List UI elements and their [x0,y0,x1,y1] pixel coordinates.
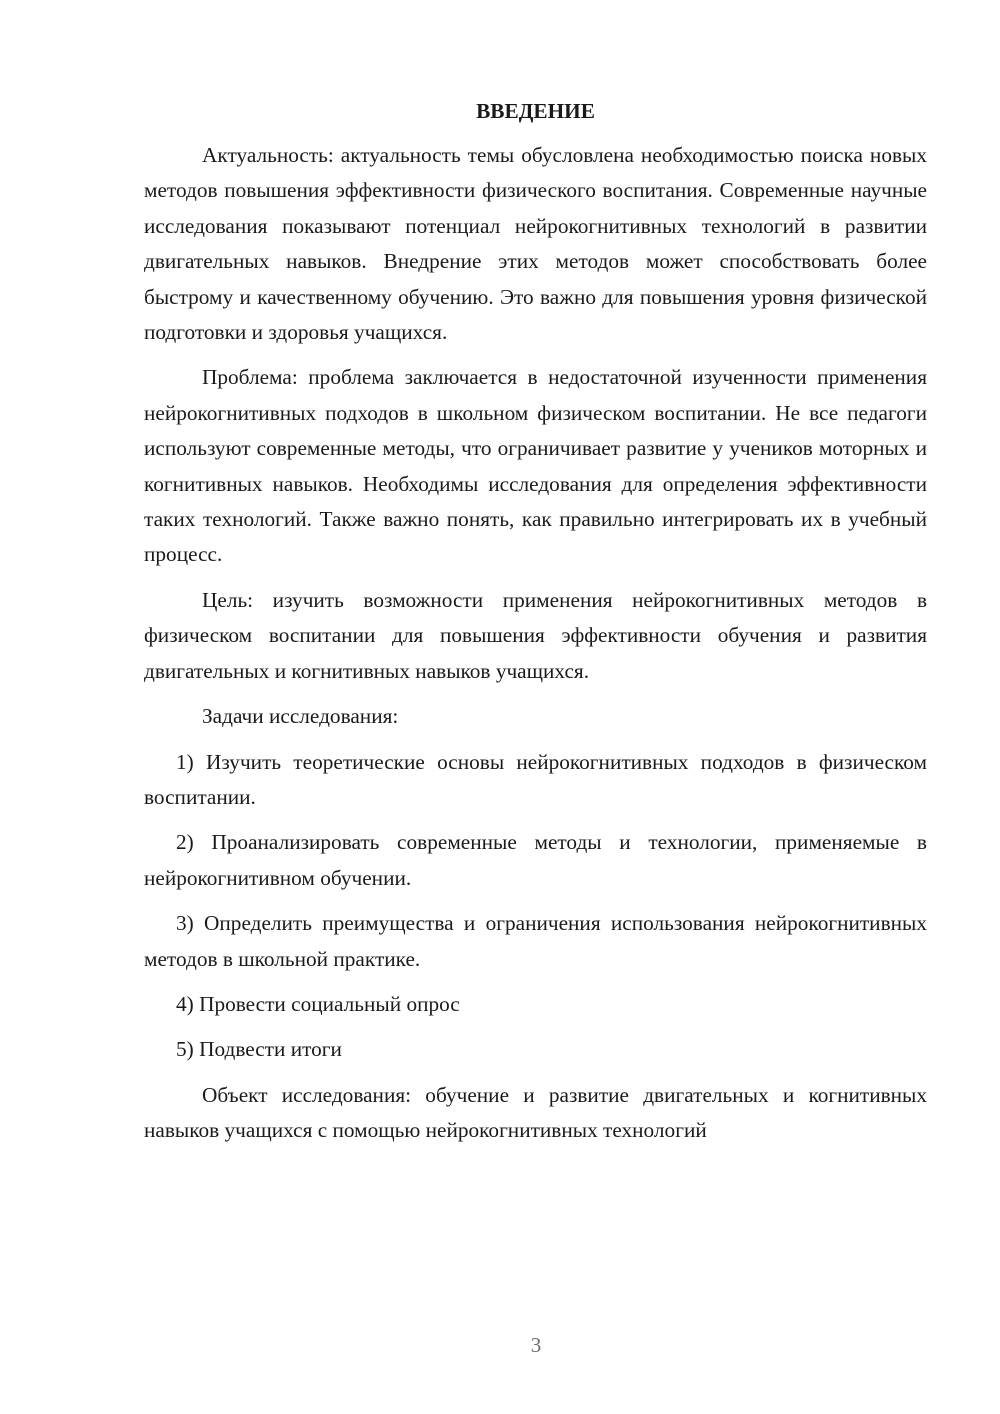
paragraph-relevance: Актуальность: актуальность темы обусловлена необходимостью поиска новых методов повышения эффективности физического воспитания. Современные научные исследования показывают потенциал нейрокогнитивных технологий в развитии двигательных навыков. Внедрение этих методов может способствовать более быстрому и качественному обучению. Это важно для повышения уровня физической подготовки и здоровья учащихся. [144,143,927,345]
document-body [144,94,927,1159]
task-item-3: 3) Определить преимущества и ограничения использования нейрокогнитивных методов в школьной практике. [144,911,927,971]
task-item-1: 1) Изучить теоретические основы нейрокогнитивных подходов в физическом воспитании. [144,749,927,809]
paragraph-goal: Цель: изучить возможности применения нейрокогнитивных методов в физическом воспитании для повышения эффективности обучения и развития двигательных и когнитивных навыков учащихся. [144,587,927,683]
tasks-intro: Задачи исследования: [202,704,399,729]
paragraph-object: Объект исследования: обучение и развитие двигательных и когнитивных навыков учащихся с помощью нейрокогнитивных технологий [144,1082,927,1143]
task-item-2: 2) Проанализировать современные методы и технологии, применяемые в нейрокогнитивном обучении. [144,830,927,890]
task-item-5: 5) Подвести итоги [176,1037,342,1062]
paragraph-problem: Проблема: проблема заключается в недостаточной изученности применения нейрокогнитивных подходов в школьном физическом воспитании. Не все педагоги используют современные методы, что ограничивает развитие у учеников моторных и когнитивных навыков. Необходимы исследования для определения эффективности таких технологий. Также важно понять, как правильно интегрировать их в учебный процесс. [144,365,927,567]
section-heading: ВВЕДЕНИЕ [476,99,595,123]
task-item-4: 4) Провести социальный опрос [176,991,460,1016]
page-number: 3 [530,1333,542,1357]
